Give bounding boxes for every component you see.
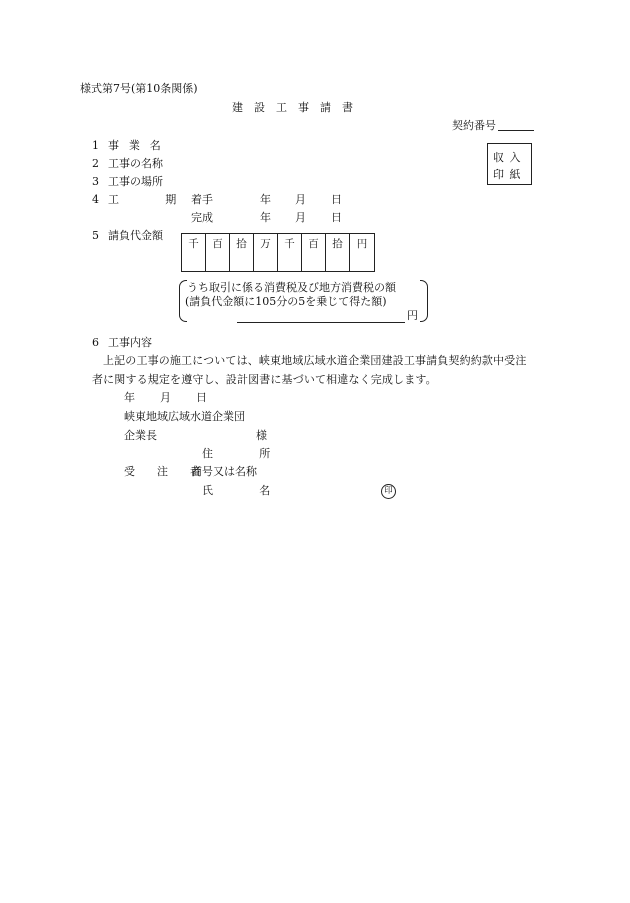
contract-number-line: [498, 130, 534, 131]
item-label-project: 事業名: [108, 139, 171, 152]
amount-digit-cell: 千: [278, 234, 302, 271]
amount-digit-cell: 拾: [326, 234, 350, 271]
tax-amount-line: [237, 322, 405, 323]
body-text-line1: 上記の工事の施工については、峡東地域広域水道企業団建設工事請負契約約款中受注: [103, 354, 527, 367]
body-text-line2: 者に関する規定を遵守し、設計図書に基づいて相違なく完成します。: [92, 373, 437, 386]
tax-yen-label: 円: [407, 309, 418, 322]
document-title: 建 設 工 事 請 書: [232, 101, 353, 114]
item-number-3: 3: [92, 175, 99, 188]
bracket-right: [420, 280, 428, 322]
addressee-organization: 峡東地域広域水道企業団: [124, 410, 245, 423]
stamp-label-bottom: 印紙: [493, 168, 526, 181]
item-number-2: 2: [92, 157, 99, 170]
stamp-label-top: 収入: [493, 151, 526, 164]
period-end-day: 日: [331, 211, 342, 224]
period-end-year: 年: [260, 211, 271, 224]
period-start-label: 着手: [191, 193, 213, 206]
addressee-honorific: 様: [256, 429, 267, 442]
item-label-work-place: 工事の場所: [108, 175, 163, 188]
item-number-5: 5: [92, 229, 99, 242]
amount-digit-cell: 万: [254, 234, 278, 271]
amount-digit-boxes: [181, 233, 375, 272]
amount-digit-cell: 円: [356, 238, 368, 250]
item-label-work-content: 工事内容: [108, 336, 152, 349]
period-end-month: 月: [295, 211, 306, 224]
item-label-contract-amount: 請負代金額: [108, 229, 163, 242]
contract-number-label: 契約番号: [452, 119, 496, 132]
amount-digit-cell: 千: [182, 234, 206, 271]
item-label-period: 工 期: [108, 193, 194, 206]
tax-note-line1: うち取引に係る消費税及び地方消費税の額: [187, 281, 396, 294]
item-number-1: 1: [92, 139, 99, 152]
contractor-name-label: 商号又は名称: [191, 465, 257, 478]
item-number-4: 4: [92, 193, 99, 206]
date-day: 日: [196, 391, 207, 404]
period-start-month: 月: [295, 193, 306, 206]
amount-digit-cell: 百: [206, 234, 230, 271]
contractor-person-label: 氏 名: [202, 484, 288, 497]
amount-digit-cell: 拾: [230, 234, 254, 271]
amount-digit-cell: 百: [302, 234, 326, 271]
contractor-role-label: 受 注 者: [124, 465, 207, 478]
contractor-address-label: 住 所: [202, 447, 288, 460]
seal-mark: 印: [381, 484, 396, 499]
tax-amount-bracket: [179, 280, 428, 322]
date-year: 年: [124, 391, 135, 404]
period-start-day: 日: [331, 193, 342, 206]
date-month: 月: [160, 391, 171, 404]
form-label: 様式第7号(第10条関係): [80, 82, 198, 95]
tax-note-line2: (請負代金額に105分の5を乗じて得た額): [185, 295, 387, 308]
item-label-work-name: 工事の名称: [108, 157, 163, 170]
period-end-label: 完成: [191, 211, 213, 224]
item-number-6: 6: [92, 336, 99, 349]
period-start-year: 年: [260, 193, 271, 206]
addressee-title: 企業長: [124, 429, 157, 442]
revenue-stamp-box: [487, 143, 532, 185]
